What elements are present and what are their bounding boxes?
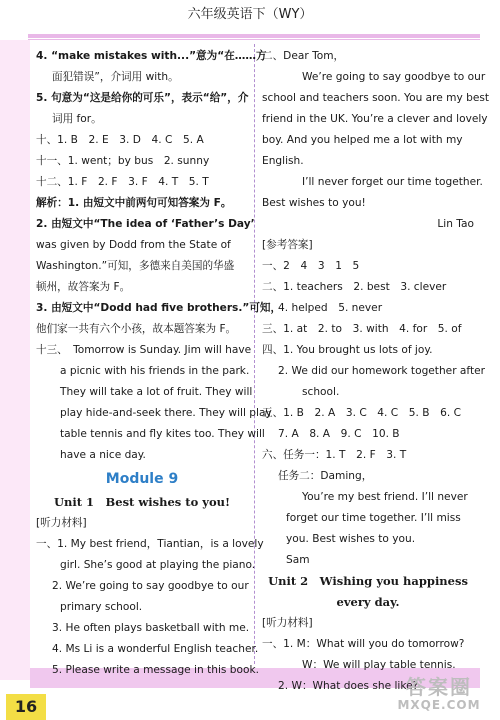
explanation-line: 2. 由短文中“The idea of ‘Father’s Day’ (36, 218, 255, 230)
listening-line: 2. We’re going to say goodbye to our (52, 580, 249, 592)
text-line: 5. 句意为“这是给你的可乐”，表示“给”，介 (36, 92, 249, 104)
section-label: [听力材料] (36, 517, 87, 529)
unit-title: Unit 1 Best wishes to you! (53, 495, 231, 509)
section-label: [参考答案] (262, 239, 313, 251)
explanation-line: 他们家一共有六个小孩，故本题答案为 F。 (36, 323, 237, 335)
note-line: You’re my best friend. I’ll never (302, 491, 468, 503)
answer-line: 十二、1. F 2. F 3. F 4. T 5. T (36, 176, 209, 188)
listening-line: primary school. (60, 601, 143, 613)
header-rule-thin (28, 39, 480, 40)
answer-line: 四、1. You brought us lots of joy. (262, 344, 433, 356)
answer-line: 三、1. at 2. to 3. with 4. for 5. of (262, 323, 462, 335)
letter-line: English. (262, 155, 304, 167)
letter-line: I’ll never forget our time together. (302, 176, 483, 188)
letter-line: We’re going to say goodbye to our (302, 71, 486, 83)
essay-line: table tennis and fly kites too. They will (60, 428, 265, 440)
letter-line: boy. And you helped me a lot with my (262, 134, 463, 146)
answer-line: 4. helped 5. never (278, 302, 383, 314)
letter-signature: Lin Tao (437, 218, 474, 230)
explanation-line: 解析：1. 由短文中前两句可知答案为 F。 (36, 197, 232, 209)
letter-line: friend in the UK. You’re a clever and lovely (262, 113, 488, 125)
answer-line: 六、任务一：1. T 2. F 3. T (262, 449, 407, 461)
watermark-bottom: MXQE.COM (397, 698, 481, 712)
essay-line: play hide-and-seek there. They will play (60, 407, 272, 419)
listening-line: girl. She’s good at playing the piano. (60, 559, 256, 571)
note-signature: Sam (286, 554, 310, 566)
header-rule (28, 34, 480, 38)
answer-line: 任务二：Daming， (278, 470, 373, 482)
text-line: 词用 for。 (52, 113, 102, 125)
watermark-logo (384, 676, 494, 716)
unit-title: Unit 2 Wishing you happiness (268, 574, 468, 588)
text-line: 面犯错误”，介词用 with。 (52, 71, 179, 83)
essay-line: 十三、 Tomorrow is Sunday. Jim will have (36, 344, 252, 356)
right-column (262, 46, 490, 697)
explanation-line: 3. 由短文中“Dodd had five brothers.”可知， (36, 302, 282, 314)
listening-line: W：We will play table tennis. (302, 659, 456, 671)
note-line: forget our time together. I’ll miss (286, 512, 461, 524)
listening-line: 4. Ms Li is a wonderful English teacher. (52, 643, 259, 655)
explanation-line: was given by Dodd from the State of (36, 239, 231, 251)
text-line: 4. “make mistakes with...”意为“在……方 (36, 50, 267, 62)
side-strip (0, 40, 30, 680)
explanation-line: Washington.”可知，多德来自美国的华盛 (36, 260, 235, 272)
answer-line: 五、1. B 2. A 3. C 4. C 5. B 6. C (262, 407, 461, 419)
answer-line: 2. We did our homework together after (278, 365, 485, 377)
answer-line: 二、1. teachers 2. best 3. clever (262, 281, 447, 293)
listening-line: 3. He often plays basketball with me. (52, 622, 250, 634)
answer-line: 一、2 4 3 1 5 (262, 260, 360, 272)
left-column (36, 46, 282, 681)
essay-line: a picnic with his friends in the park. (60, 365, 250, 377)
answer-line: 7. A 8. A 9. C 10. B (278, 428, 400, 440)
section-label: [听力材料] (262, 617, 313, 629)
essay-line: They will take a lot of fruit. They will (60, 386, 253, 398)
listening-line: 一、1. M：What will you do tomorrow? (262, 638, 465, 650)
page-header: 六年级英语下（WY） (187, 7, 313, 22)
listening-line: 5. Please write a message in this book. (52, 664, 259, 676)
explanation-line: 顿州，故答案为 F。 (36, 281, 131, 293)
listening-line: 2. W：What does she like? (278, 680, 419, 692)
note-line: you. Best wishes to you. (286, 533, 416, 545)
answer-line: 十一、1. went；by bus 2. sunny (36, 155, 210, 167)
answer-line: 十、1. B 2. E 3. D 4. C 5. A (36, 134, 204, 146)
answer-line: school. (302, 386, 340, 398)
watermark-top: 答案圈 (406, 675, 472, 699)
essay-line: have a nice day. (60, 449, 146, 461)
letter-line: Best wishes to you! (262, 197, 366, 209)
unit-title-cont: every day. (336, 595, 400, 609)
letter-line: 二、Dear Tom， (262, 50, 345, 62)
letter-line: school and teachers soon. You are my best (262, 92, 490, 104)
page-number: 16 (6, 694, 46, 720)
module-title: Module 9 (105, 471, 179, 487)
listening-line: 一、1. My best friend，Tiantian，is a lovely (36, 538, 264, 550)
